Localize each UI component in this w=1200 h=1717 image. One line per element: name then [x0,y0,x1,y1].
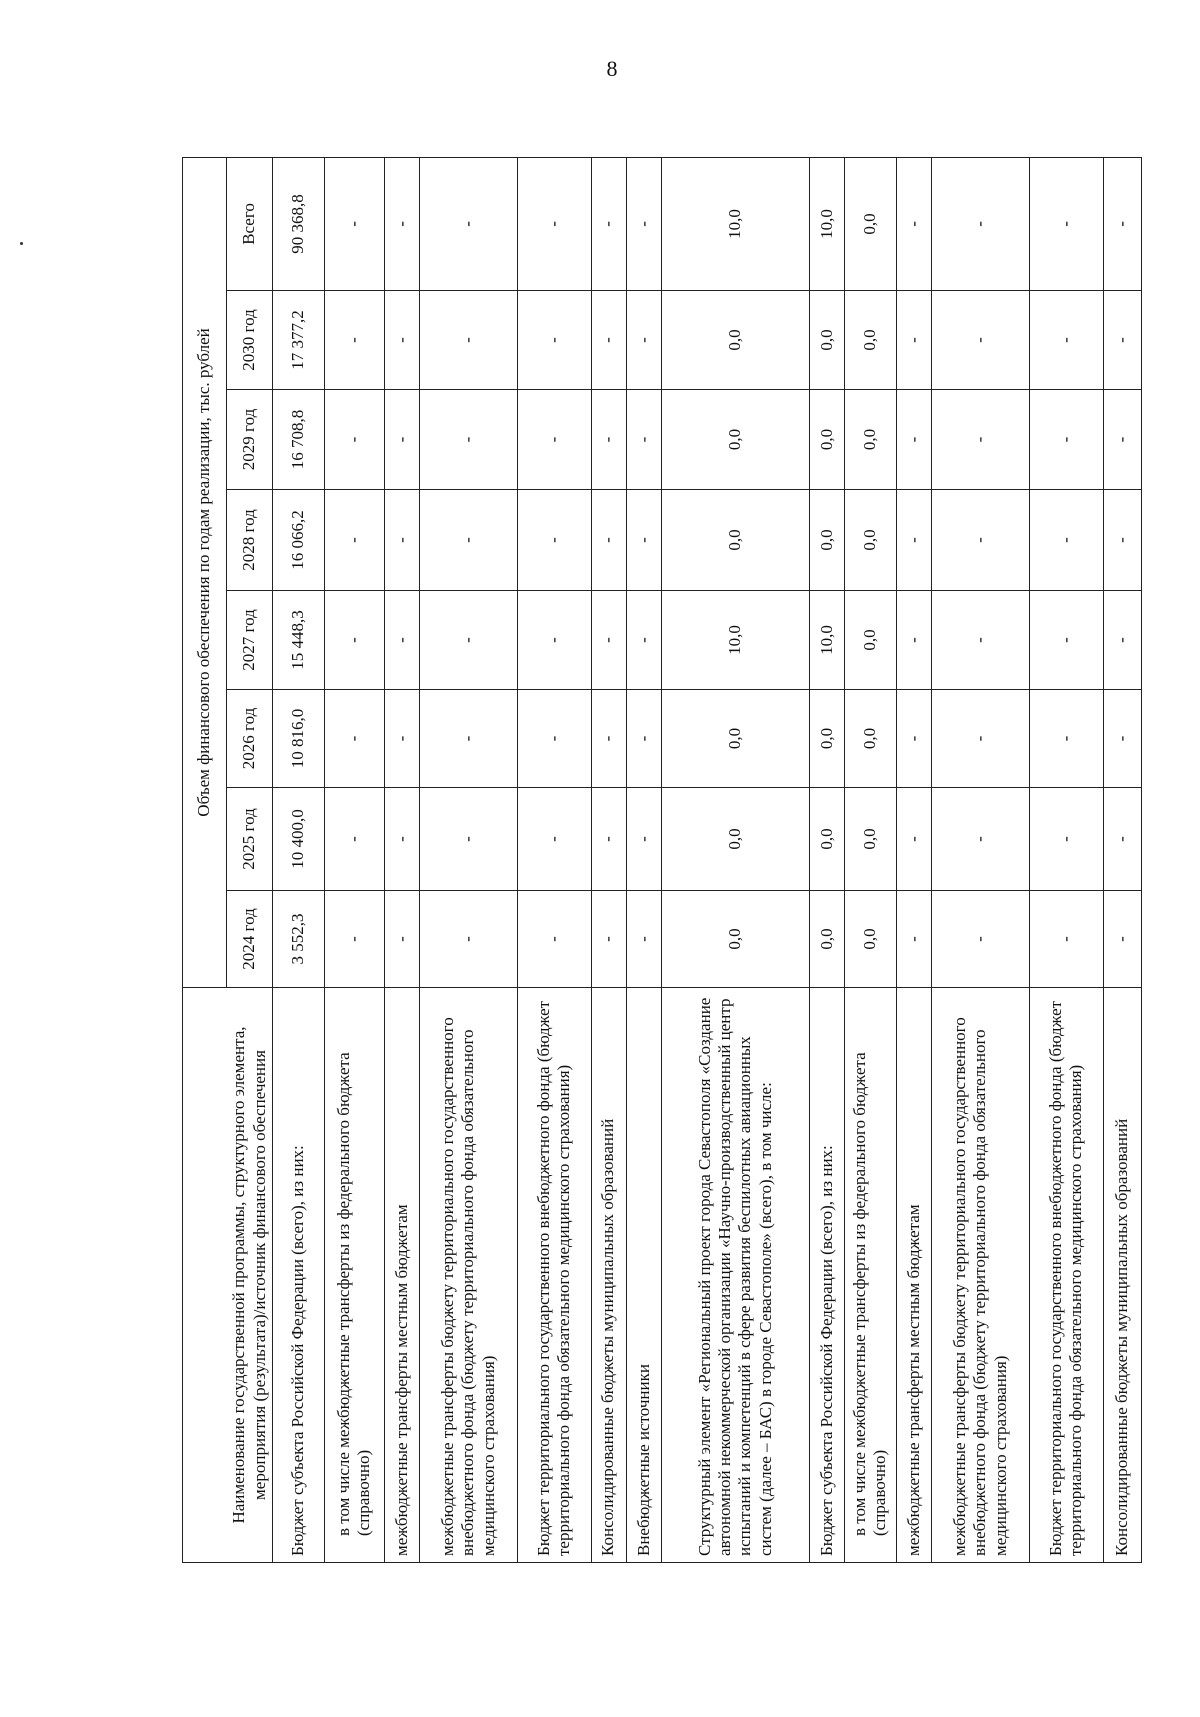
financing-table [182,157,1142,1563]
header-year-cell: 2029 год [227,390,273,490]
row-value-cell: - [896,157,931,290]
scan-speck [20,242,23,245]
row-value-cell: 10,0 [661,157,809,290]
header-year-cell: 2026 год [227,690,273,788]
row-value-cell: 0,0 [661,291,809,390]
header-year-cell: 2030 год [227,291,273,390]
header-year-cell: 2024 год [227,891,273,988]
row-name-cell: межбюджетные трансферты бюджету территориального государственного внебюджетного фонда (бюджету территориального фонда обязательного медицинского страхования) [931,988,1029,1563]
row-value-cell: 0,0 [661,690,809,788]
row-value-cell: - [626,591,661,690]
row-value-cell: - [518,690,591,788]
row-name-cell: межбюджетные трансферты местным бюджетам [896,988,931,1563]
row-name-cell: межбюджетные трансферты бюджету территориального государственного внебюджетного фонда (бюджету территориального фонда обязательного медицинского страхования) [419,988,517,1563]
row-name-cell: Бюджет субъекта Российской Федерации (всего), из них: [809,988,844,1563]
row-value-cell: 16 708,8 [273,390,325,490]
row-value-cell: 10 816,0 [273,690,325,788]
row-value-cell: - [1030,490,1103,591]
table-row [273,157,325,1562]
row-name-cell: Бюджет субъекта Российской Федерации (всего), из них: [273,988,325,1563]
row-value-cell: - [384,490,419,591]
row-name-cell: Структурный элемент «Региональный проект города Севастополя «Создание автономной некоммерческой организации «Научно-производственный центр испытаний и компетенций в сфере развития беспилотных авиационных систем (далее – БАС) в городе Севастополе» (всего), в том числе: [661,988,809,1563]
row-value-cell: 0,0 [845,157,897,290]
row-value-cell: - [1103,591,1141,690]
page-number: 8 [606,56,618,81]
row-value-cell: - [1030,788,1103,891]
row-value-cell: - [384,157,419,290]
row-value-cell: 0,0 [845,788,897,891]
row-value-cell: - [931,591,1029,690]
row-value-cell: - [896,690,931,788]
row-value-cell: - [896,490,931,591]
row-value-cell: - [1030,390,1103,490]
table-row [661,157,809,1562]
row-value-cell: - [518,291,591,390]
row-value-cell: - [931,891,1029,988]
row-value-cell: - [591,788,626,891]
row-value-cell: - [419,788,517,891]
row-value-cell: 0,0 [661,490,809,591]
table-row [1103,157,1141,1562]
row-value-cell: 0,0 [845,390,897,490]
row-value-cell: - [384,690,419,788]
row-value-cell: - [324,891,384,988]
table-row [518,157,591,1562]
row-value-cell: 0,0 [809,690,844,788]
row-value-cell: - [324,390,384,490]
row-value-cell: 10,0 [661,591,809,690]
row-value-cell: - [384,591,419,690]
row-value-cell: 0,0 [845,490,897,591]
row-value-cell: - [419,891,517,988]
row-value-cell: - [1103,390,1141,490]
table-row [591,157,626,1562]
row-value-cell: - [591,390,626,490]
row-value-cell: - [324,591,384,690]
row-value-cell: - [419,591,517,690]
row-value-cell: - [931,157,1029,290]
row-value-cell: - [419,490,517,591]
table-row [419,157,517,1562]
row-value-cell: - [1103,690,1141,788]
row-value-cell: - [1103,788,1141,891]
table-row [626,157,661,1562]
row-value-cell: - [591,891,626,988]
row-value-cell: - [626,390,661,490]
row-value-cell: 0,0 [845,291,897,390]
row-name-cell: Бюджет территориального государственного внебюджетного фонда (бюджет территориального фонда обязательного медицинского страхования) [518,988,591,1563]
row-value-cell: - [896,591,931,690]
header-year-cell: 2027 год [227,591,273,690]
table-row [1030,157,1103,1562]
row-value-cell: - [626,788,661,891]
row-value-cell: - [1030,157,1103,290]
row-value-cell: 10,0 [809,157,844,290]
row-name-cell: Консолидированные бюджеты муниципальных образований [591,988,626,1563]
row-value-cell: - [419,690,517,788]
row-value-cell: - [1103,490,1141,591]
row-value-cell: 0,0 [809,788,844,891]
table-row [809,157,844,1562]
table-row [931,157,1029,1562]
row-value-cell: - [931,291,1029,390]
row-value-cell: - [324,490,384,591]
row-value-cell: - [324,788,384,891]
row-value-cell: - [626,690,661,788]
row-value-cell: - [896,390,931,490]
row-name-cell: Бюджет территориального государственного внебюджетного фонда (бюджет территориального фонда обязательного медицинского страхования) [1030,988,1103,1563]
row-value-cell: - [1103,291,1141,390]
row-value-cell: - [1030,291,1103,390]
row-value-cell: - [518,490,591,591]
row-value-cell: - [626,157,661,290]
row-name-cell: в том числе межбюджетные трансферты из федерального бюджета (справочно) [324,988,384,1563]
row-value-cell: - [518,891,591,988]
row-value-cell: 10,0 [809,591,844,690]
row-value-cell: - [518,788,591,891]
row-value-cell: - [626,490,661,591]
row-value-cell: - [591,690,626,788]
row-value-cell: 90 368,8 [273,157,325,290]
row-value-cell: - [384,390,419,490]
row-value-cell: 0,0 [661,891,809,988]
table-body [273,157,1142,1562]
row-value-cell: - [931,788,1029,891]
row-value-cell: - [384,788,419,891]
header-year-cell: 2025 год [227,788,273,891]
row-name-cell: Консолидированные бюджеты муниципальных образований [1103,988,1141,1563]
row-value-cell: - [324,157,384,290]
row-value-cell: - [591,157,626,290]
row-value-cell: 0,0 [661,390,809,490]
rotated-table-container [182,158,1142,1563]
row-value-cell: 0,0 [809,291,844,390]
row-value-cell: - [591,490,626,591]
row-value-cell: - [591,291,626,390]
row-value-cell: - [324,690,384,788]
row-value-cell: 16 066,2 [273,490,325,591]
row-value-cell: - [1030,591,1103,690]
row-value-cell: - [324,291,384,390]
row-value-cell: - [518,390,591,490]
row-value-cell: - [626,291,661,390]
row-value-cell: - [931,690,1029,788]
table-row [845,157,897,1562]
header-name-cell: Наименование государственной программы, структурного элемента, мероприятия (результата)/источник финансового обеспечения [183,988,273,1563]
row-value-cell: 15 448,3 [273,591,325,690]
row-value-cell: - [384,891,419,988]
row-name-cell: в том числе межбюджетные трансферты из федерального бюджета (справочно) [845,988,897,1563]
row-value-cell: - [384,291,419,390]
row-value-cell: 0,0 [809,891,844,988]
header-year-cell: 2028 год [227,490,273,591]
row-name-cell: межбюджетные трансферты местным бюджетам [384,988,419,1563]
table-row [896,157,931,1562]
row-value-cell: - [896,291,931,390]
row-value-cell: 0,0 [809,390,844,490]
row-value-cell: - [518,591,591,690]
row-value-cell: 0,0 [845,690,897,788]
row-value-cell: 10 400,0 [273,788,325,891]
row-value-cell: 0,0 [845,891,897,988]
row-value-cell: - [1103,891,1141,988]
row-value-cell: - [931,390,1029,490]
row-value-cell: - [419,157,517,290]
row-value-cell: 0,0 [809,490,844,591]
table-row [384,157,419,1562]
row-name-cell: Внебюджетные источники [626,988,661,1563]
row-value-cell: 0,0 [845,591,897,690]
row-value-cell: - [896,788,931,891]
row-value-cell: - [1030,690,1103,788]
row-value-cell: - [518,157,591,290]
row-value-cell: 3 552,3 [273,891,325,988]
row-value-cell: - [931,490,1029,591]
row-value-cell: - [1030,891,1103,988]
row-value-cell: - [591,591,626,690]
table-row [324,157,384,1562]
row-value-cell: - [896,891,931,988]
row-value-cell: 0,0 [661,788,809,891]
row-value-cell: - [626,891,661,988]
row-value-cell: - [419,291,517,390]
header-year-cell: Всего [227,157,273,290]
row-value-cell: 17 377,2 [273,291,325,390]
header-group-cell: Объем финансового обеспечения по годам реализации, тыс. рублей [183,157,227,987]
row-value-cell: - [1103,157,1141,290]
row-value-cell: - [419,390,517,490]
